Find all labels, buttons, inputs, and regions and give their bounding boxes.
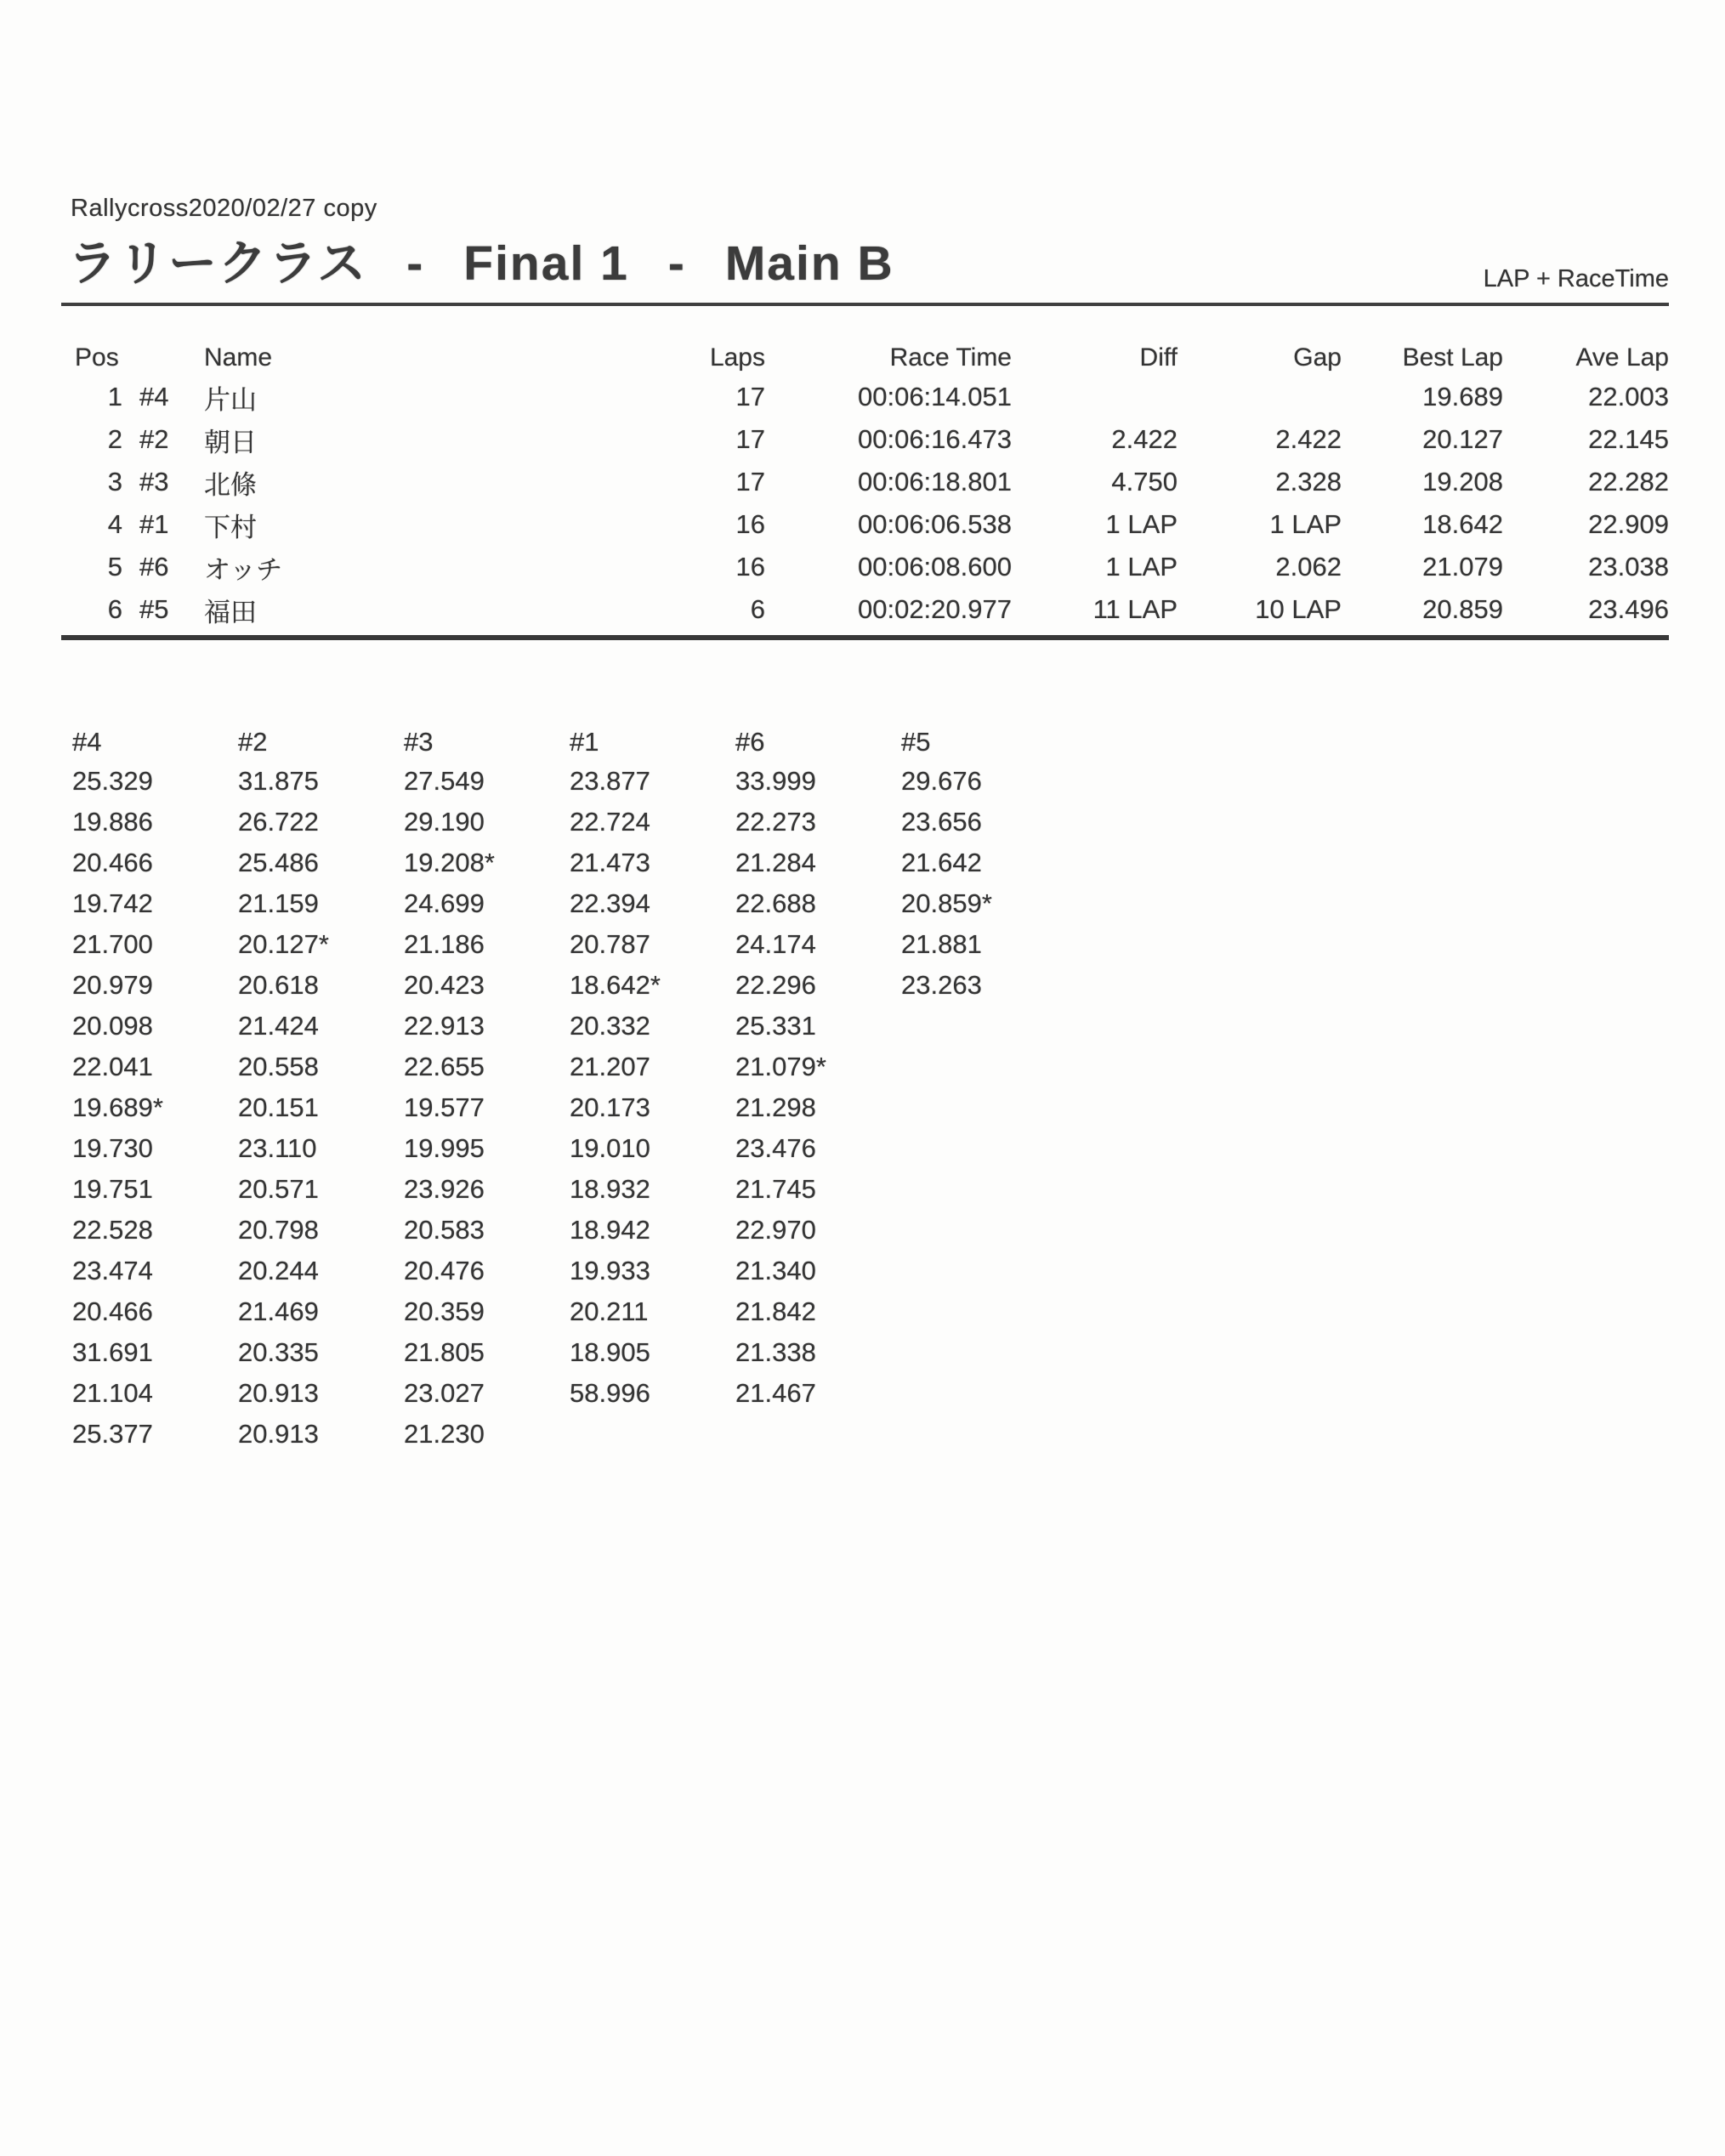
lap-time: 19.742 — [72, 888, 153, 918]
result-car-number: #5 — [139, 594, 169, 624]
lap-time: 58.996 — [570, 1378, 650, 1408]
lap-time: 22.913 — [404, 1011, 485, 1041]
lap-time: 21.642 — [901, 848, 982, 877]
result-diff: 11 LAP — [1092, 594, 1177, 624]
result-row — [70, 503, 1669, 546]
lap-time: 20.859* — [901, 888, 992, 918]
lap-time: 26.722 — [238, 807, 319, 837]
lap-time: 19.208* — [404, 848, 495, 877]
result-gap: 2.328 — [1275, 467, 1342, 496]
lap-time: 20.798 — [238, 1215, 319, 1245]
result-car-number: #3 — [139, 467, 169, 496]
lap-time: 33.999 — [735, 766, 816, 796]
lap-time: 18.905 — [570, 1337, 650, 1367]
lap-time: 25.377 — [72, 1419, 153, 1449]
lap-time: 25.486 — [238, 848, 319, 877]
lap-time: 18.642* — [570, 970, 661, 1000]
result-ave-lap: 22.282 — [1588, 467, 1669, 496]
lap-column-car-number: #3 — [404, 727, 434, 757]
result-pos: 3 — [107, 467, 122, 496]
lap-time: 23.027 — [404, 1378, 485, 1408]
lap-time: 22.724 — [570, 807, 650, 837]
lap-time: 23.926 — [404, 1174, 485, 1204]
lap-time: 24.174 — [735, 929, 816, 959]
lap-time: 23.877 — [570, 766, 650, 796]
lap-time: 21.338 — [735, 1337, 816, 1367]
page-title — [68, 224, 894, 294]
lap-column-car-number: #4 — [72, 727, 102, 757]
result-laps: 16 — [735, 552, 765, 582]
lap-time: 20.787 — [570, 929, 650, 959]
result-car-number: #4 — [139, 382, 169, 411]
lap-time: 20.173 — [570, 1092, 650, 1122]
lap-time: 20.151 — [238, 1092, 319, 1122]
lap-time: 31.875 — [238, 766, 319, 796]
lap-time: 20.476 — [404, 1256, 485, 1285]
lap-time: 20.211 — [570, 1296, 649, 1326]
result-driver-name: 下村 — [204, 512, 257, 542]
result-car-number: #6 — [139, 552, 169, 582]
lap-time: 20.466 — [72, 1296, 153, 1326]
page-title-group: Main B — [724, 236, 894, 291]
lap-time: 21.159 — [238, 888, 319, 918]
lap-time: 23.263 — [901, 970, 982, 1000]
lap-time: 21.842 — [735, 1296, 816, 1326]
lap-column — [404, 723, 570, 1455]
page-title-heat: Final 1 — [463, 236, 629, 291]
lap-table — [72, 723, 1067, 1455]
lap-time: 18.942 — [570, 1215, 650, 1245]
result-driver-name: 片山 — [204, 384, 257, 415]
lap-time: 19.886 — [72, 807, 153, 837]
result-ave-lap: 23.496 — [1588, 594, 1669, 624]
lap-time: 21.424 — [238, 1011, 319, 1041]
lap-column — [570, 723, 735, 1455]
lap-time: 20.098 — [72, 1011, 153, 1041]
result-ave-lap: 22.003 — [1588, 382, 1669, 411]
lap-time: 27.549 — [404, 766, 485, 796]
lap-time: 19.689* — [72, 1092, 163, 1122]
result-car-number: #1 — [139, 509, 169, 539]
lap-time: 19.933 — [570, 1256, 650, 1285]
results-rows — [70, 376, 1669, 631]
page-title-class: ラリークラス — [68, 236, 368, 291]
lap-time: 20.359 — [404, 1296, 485, 1326]
result-pos: 2 — [107, 424, 122, 454]
result-row — [70, 376, 1669, 418]
lap-time: 22.394 — [570, 888, 650, 918]
header-gap: Gap — [1293, 343, 1342, 372]
lap-column — [901, 723, 1067, 1455]
result-row — [70, 461, 1669, 503]
page-title-separator: - — [406, 236, 425, 291]
result-driver-name: 北條 — [204, 469, 257, 500]
lap-time: 22.041 — [72, 1052, 153, 1081]
result-gap: 10 LAP — [1255, 594, 1342, 624]
lap-time: 21.230 — [404, 1419, 485, 1449]
result-best-lap: 19.208 — [1422, 467, 1503, 496]
lap-column — [735, 723, 901, 1455]
lap-time: 22.528 — [72, 1215, 153, 1245]
result-pos: 4 — [107, 509, 122, 539]
result-gap: 2.422 — [1275, 424, 1342, 454]
result-gap: 1 LAP — [1269, 509, 1342, 539]
result-diff: 1 LAP — [1105, 509, 1177, 539]
lap-time: 20.913 — [238, 1378, 319, 1408]
lap-time: 22.273 — [735, 807, 816, 837]
lap-column-car-number: #1 — [570, 727, 599, 757]
lap-time: 19.751 — [72, 1174, 153, 1204]
result-best-lap: 20.127 — [1422, 424, 1503, 454]
lap-time: 22.655 — [404, 1052, 485, 1081]
lap-column — [238, 723, 404, 1455]
result-car-number: #2 — [139, 424, 169, 454]
lap-time: 29.676 — [901, 766, 982, 796]
lap-time: 18.932 — [570, 1174, 650, 1204]
lap-time: 22.970 — [735, 1215, 816, 1245]
result-ave-lap: 22.909 — [1588, 509, 1669, 539]
result-race-time: 00:06:16.473 — [857, 424, 1012, 454]
result-pos: 6 — [107, 594, 122, 624]
lap-time: 25.331 — [735, 1011, 816, 1041]
result-laps: 17 — [735, 467, 765, 496]
lap-time: 20.979 — [72, 970, 153, 1000]
lap-time: 23.474 — [72, 1256, 153, 1285]
lap-time: 24.699 — [404, 888, 485, 918]
lap-time: 19.010 — [570, 1133, 650, 1163]
lap-time: 21.467 — [735, 1378, 816, 1408]
lap-time: 29.190 — [404, 807, 485, 837]
lap-time: 25.329 — [72, 766, 153, 796]
result-gap: 2.062 — [1275, 552, 1342, 582]
result-race-time: 00:02:20.977 — [857, 594, 1012, 624]
result-pos: 5 — [107, 552, 122, 582]
results-table — [70, 340, 1669, 631]
results-bottom-divider — [61, 635, 1669, 640]
lap-time: 20.466 — [72, 848, 153, 877]
result-driver-name: 朝日 — [204, 427, 257, 457]
result-pos: 1 — [107, 382, 122, 411]
lap-time: 20.571 — [238, 1174, 319, 1204]
lap-time: 22.688 — [735, 888, 816, 918]
result-race-time: 00:06:08.600 — [857, 552, 1012, 582]
header-race-time: Race Time — [889, 343, 1012, 372]
lap-time: 22.296 — [735, 970, 816, 1000]
lap-time: 21.805 — [404, 1337, 485, 1367]
lap-time: 23.476 — [735, 1133, 816, 1163]
lap-column-car-number: #2 — [238, 727, 268, 757]
lap-time: 21.207 — [570, 1052, 650, 1081]
lap-time: 21.186 — [404, 929, 485, 959]
lap-time: 19.995 — [404, 1133, 485, 1163]
result-diff: 4.750 — [1111, 467, 1177, 496]
result-laps: 6 — [750, 594, 765, 624]
timing-mode-label: LAP + RaceTime — [1483, 265, 1669, 292]
result-ave-lap: 22.145 — [1588, 424, 1669, 454]
header-ave-lap: Ave Lap — [1575, 343, 1669, 372]
result-ave-lap: 23.038 — [1588, 552, 1669, 582]
file-watermark: Rallycross2020/02/27 copy — [71, 195, 377, 222]
result-driver-name: 福田 — [204, 597, 257, 627]
lap-time: 21.104 — [72, 1378, 153, 1408]
lap-time: 21.469 — [238, 1296, 319, 1326]
result-row — [70, 588, 1669, 631]
lap-time: 21.340 — [735, 1256, 816, 1285]
lap-time: 23.656 — [901, 807, 982, 837]
header-laps: Laps — [709, 343, 765, 372]
result-best-lap: 18.642 — [1422, 509, 1503, 539]
lap-time: 20.558 — [238, 1052, 319, 1081]
results-header-row — [70, 340, 1669, 376]
result-diff: 2.422 — [1111, 424, 1177, 454]
result-race-time: 00:06:14.051 — [857, 382, 1012, 411]
lap-time: 21.284 — [735, 848, 816, 877]
result-race-time: 00:06:18.801 — [857, 467, 1012, 496]
lap-column-car-number: #6 — [735, 727, 765, 757]
header-name: Name — [204, 343, 273, 372]
result-best-lap: 21.079 — [1422, 552, 1503, 582]
lap-time: 20.618 — [238, 970, 319, 1000]
result-row — [70, 418, 1669, 461]
lap-time: 21.700 — [72, 929, 153, 959]
result-best-lap: 20.859 — [1422, 594, 1503, 624]
lap-time: 20.583 — [404, 1215, 485, 1245]
lap-column-car-number: #5 — [901, 727, 931, 757]
lap-time: 21.079* — [735, 1052, 826, 1081]
lap-time: 21.745 — [735, 1174, 816, 1204]
result-laps: 16 — [735, 509, 765, 539]
header-pos: Pos — [75, 343, 119, 372]
page-title-separator: - — [667, 236, 686, 291]
lap-time: 19.730 — [72, 1133, 153, 1163]
result-row — [70, 546, 1669, 588]
lap-time: 20.332 — [570, 1011, 650, 1041]
lap-time: 20.335 — [238, 1337, 319, 1367]
result-best-lap: 19.689 — [1422, 382, 1503, 411]
header-best-lap: Best Lap — [1402, 343, 1503, 372]
lap-time: 23.110 — [238, 1133, 317, 1163]
lap-time: 21.473 — [570, 848, 650, 877]
lap-time: 20.127* — [238, 929, 329, 959]
lap-time: 31.691 — [72, 1337, 153, 1367]
result-driver-name: オッチ — [204, 554, 283, 585]
lap-time: 21.298 — [735, 1092, 816, 1122]
title-divider — [61, 303, 1669, 306]
lap-time: 21.881 — [901, 929, 982, 959]
lap-time: 19.577 — [404, 1092, 485, 1122]
lap-column — [72, 723, 238, 1455]
result-laps: 17 — [735, 424, 765, 454]
lap-time: 20.913 — [238, 1419, 319, 1449]
result-diff: 1 LAP — [1105, 552, 1177, 582]
lap-time: 20.423 — [404, 970, 485, 1000]
header-diff: Diff — [1139, 343, 1177, 372]
result-laps: 17 — [735, 382, 765, 411]
lap-time: 20.244 — [238, 1256, 319, 1285]
result-race-time: 00:06:06.538 — [857, 509, 1012, 539]
